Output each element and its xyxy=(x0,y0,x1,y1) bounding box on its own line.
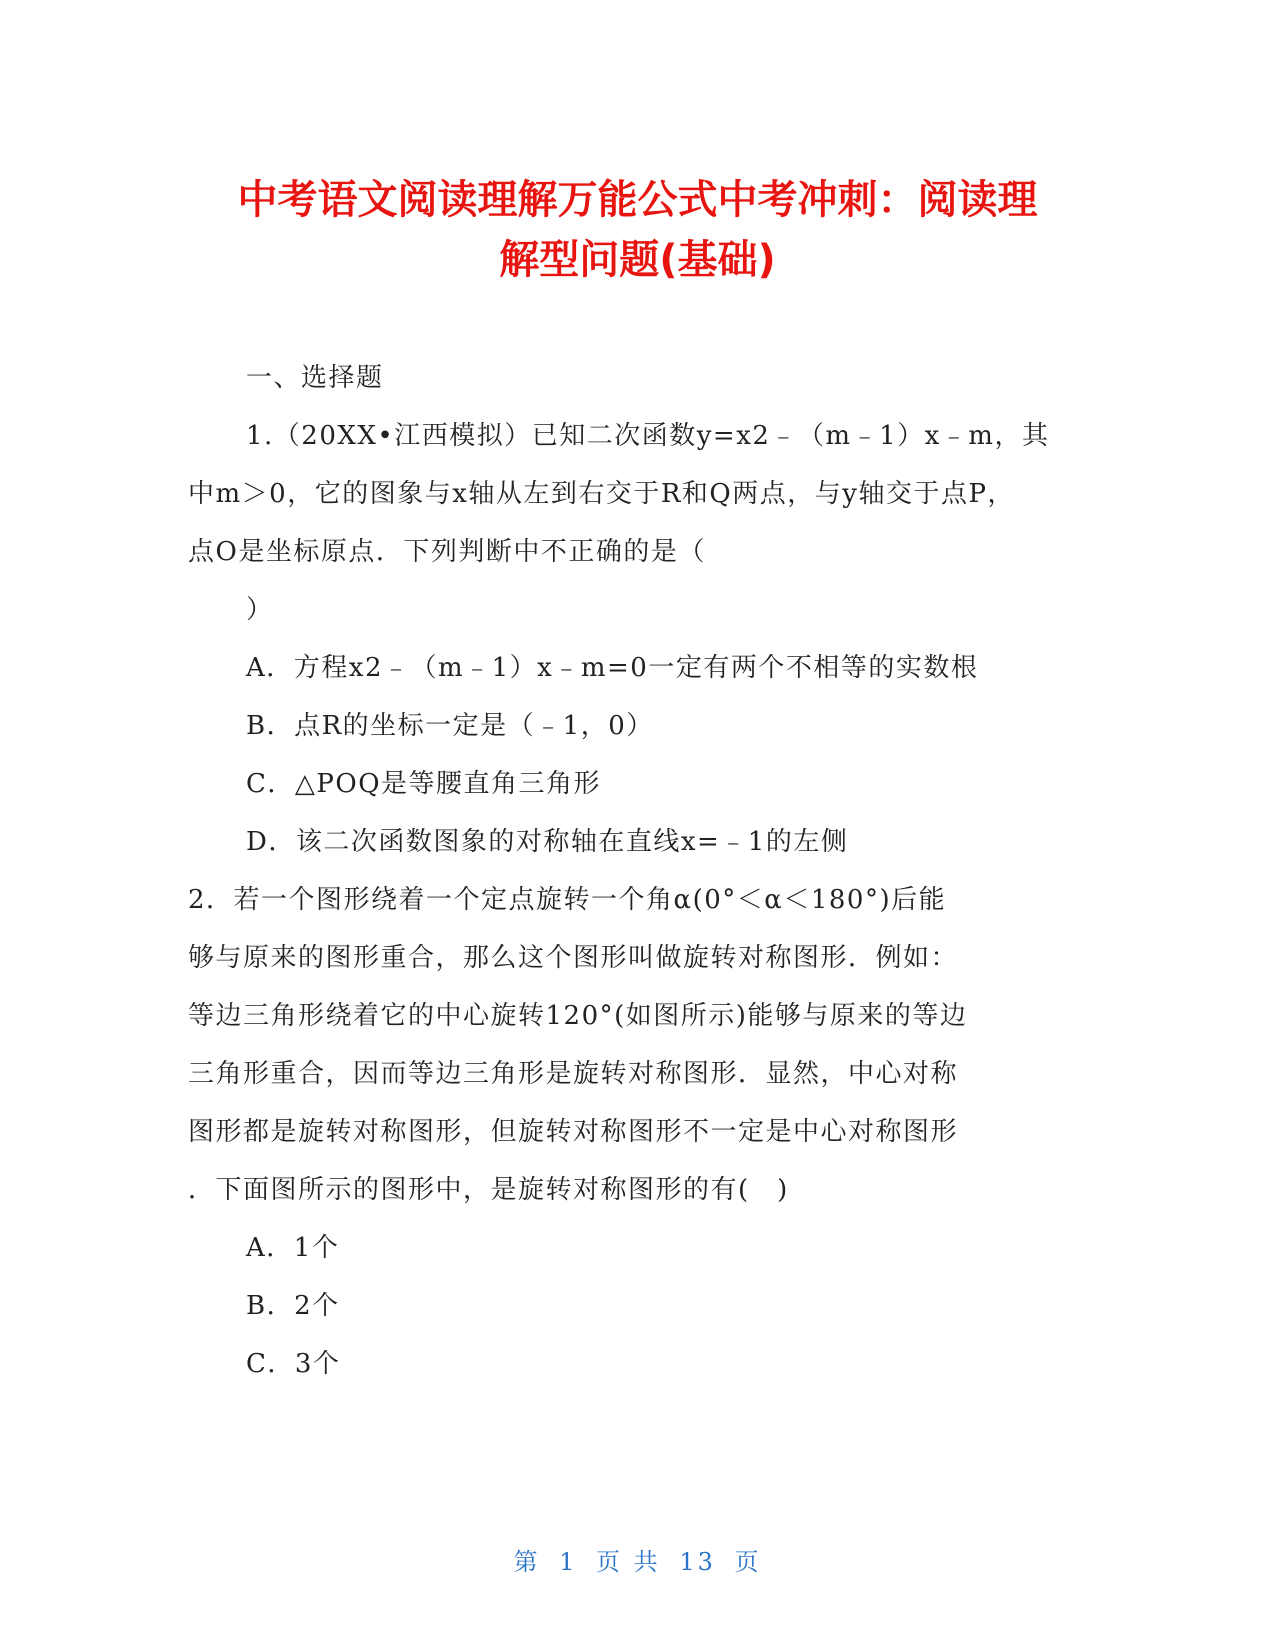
question-2-line-2: 够与原来的图形重合，那么这个图形叫做旋转对称图形．例如： xyxy=(188,943,959,973)
question-2-line-3: 等边三角形绕着它的中心旋转120°(如图所示)能够与原来的等边 xyxy=(188,1001,968,1031)
question-1-line-2: 中m＞0，它的图象与x轴从左到右交于R和Q两点，与y轴交于点P， xyxy=(188,479,1015,509)
footer-total-pages: 13 xyxy=(679,1548,716,1576)
question-1-option-a: A．方程x2﹣（m﹣1）x﹣m=0一定有两个不相等的实数根 xyxy=(246,653,979,683)
question-1-option-d: D．该二次函数图象的对称轴在直线x=﹣1的左侧 xyxy=(246,827,849,857)
document-title-line-1: 中考语文阅读理解万能公式中考冲刺：阅读理 xyxy=(237,177,1038,223)
page-footer xyxy=(0,1542,1275,1577)
footer-prefix: 第 xyxy=(513,1548,541,1576)
question-1-line-1: 1.（20XX•江西模拟）已知二次函数y=x2﹣（m﹣1）x﹣m，其 xyxy=(246,421,1050,451)
question-2-option-c: C．3个 xyxy=(246,1349,341,1379)
question-1-option-c: C．△POQ是等腰直角三角形 xyxy=(246,769,602,799)
question-2-line-6: ．下面图所示的图形中，是旋转对称图形的有( ) xyxy=(188,1175,789,1205)
document-title-line-2: 解型问题(基础) xyxy=(499,237,776,283)
question-2-line-4: 三角形重合，因而等边三角形是旋转对称图形．显然，中心对称 xyxy=(188,1059,959,1089)
question-1-option-b: B．点R的坐标一定是（﹣1，0） xyxy=(246,711,654,741)
question-1-line-3: 点O是坐标原点．下列判断中不正确的是（ xyxy=(188,537,706,567)
question-2-option-b: B．2个 xyxy=(246,1291,340,1321)
question-2-line-5: 图形都是旋转对称图形，但旋转对称图形不一定是中心对称图形 xyxy=(188,1117,959,1147)
question-2-line-1: 2．若一个图形绕着一个定点旋转一个角α(0°＜α＜180°)后能 xyxy=(188,885,947,915)
question-1-line-4: ） xyxy=(246,595,274,625)
question-2-option-a: A．1个 xyxy=(246,1233,340,1263)
footer-current-page: 1 xyxy=(559,1548,578,1576)
footer-mid: 页 共 xyxy=(596,1548,661,1576)
footer-suffix: 页 xyxy=(734,1548,762,1576)
section-heading: 一、选择题 xyxy=(246,363,384,393)
